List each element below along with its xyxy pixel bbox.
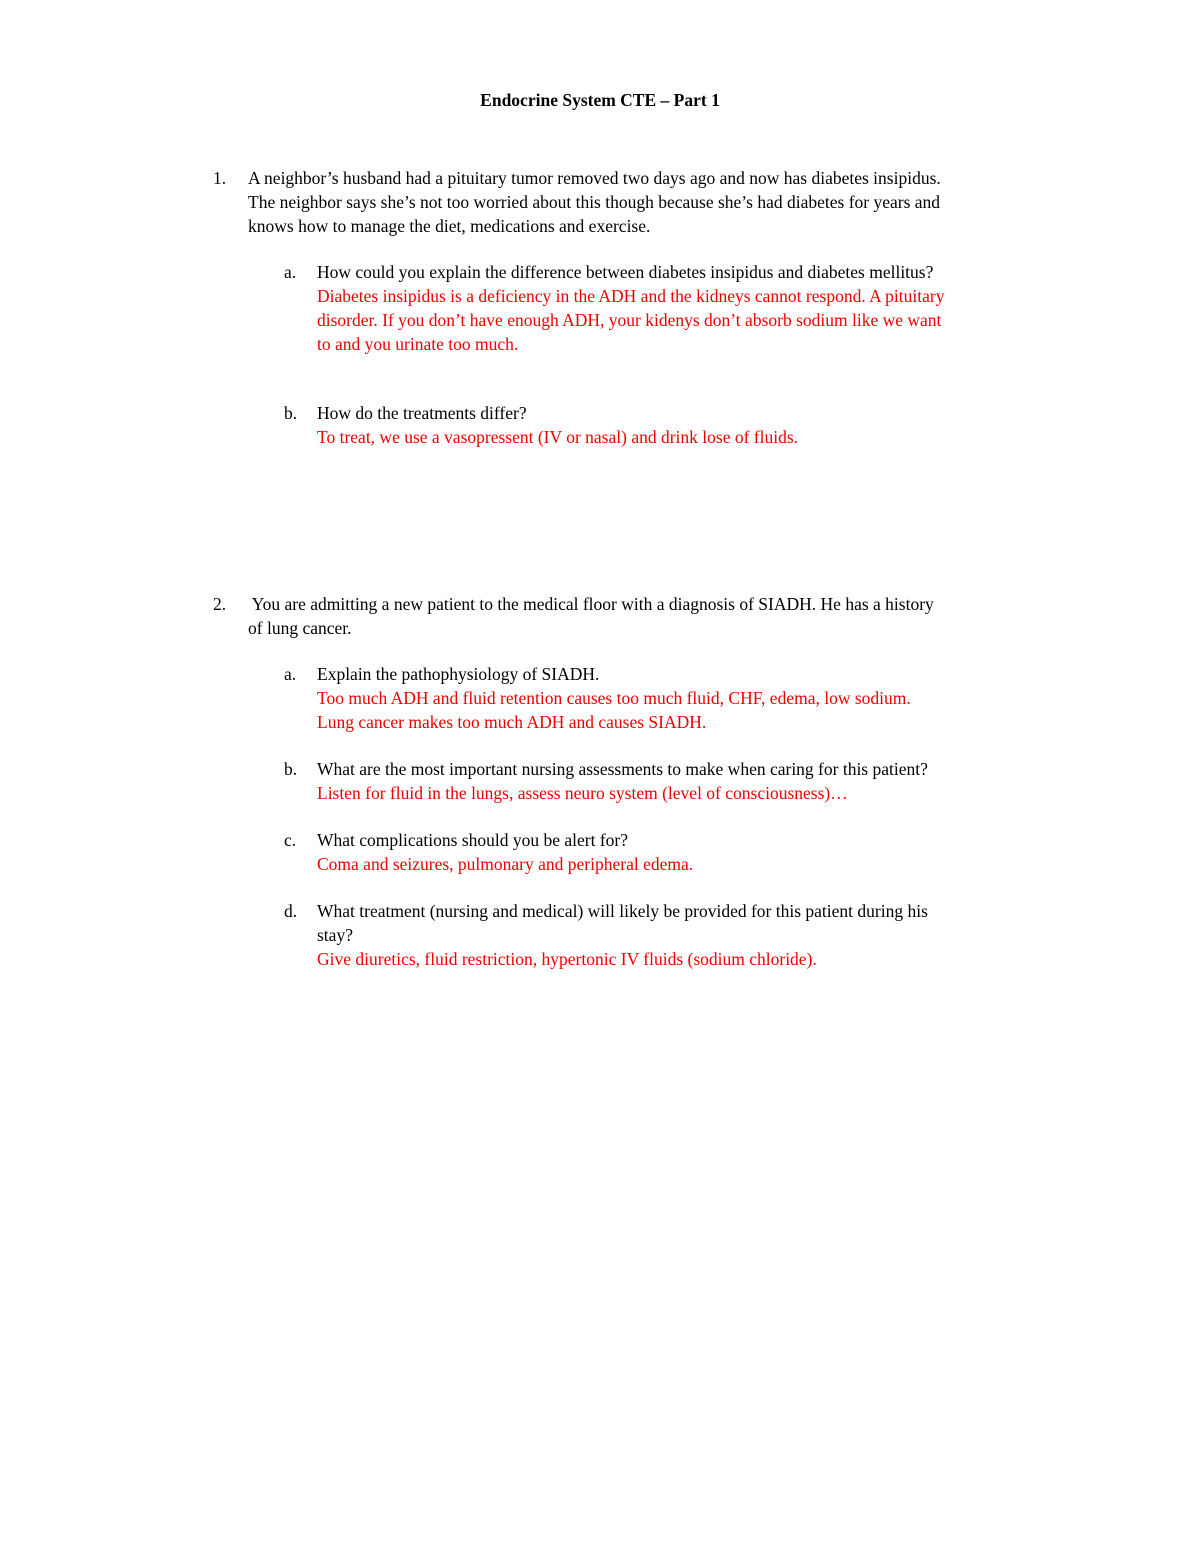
q1-part-b-letter: b.: [284, 403, 298, 423]
q2-part-d: [317, 899, 1037, 971]
q1-part-a-question: How could you explain the difference between diabetes insipidus and diabetes mellitus?: [317, 262, 934, 282]
question-1-line: knows how to manage the diet, medications and exercise.: [248, 216, 651, 236]
question-2-line: You are admitting a new patient to the medical floor with a diagnosis of SIADH. He has a history: [248, 594, 934, 614]
q1-part-a-answer-line: to and you urinate too much.: [317, 334, 519, 354]
q2-part-d-answer-line: Give diuretics, fluid restriction, hypertonic IV fluids (sodium chloride).: [317, 949, 817, 969]
q2-part-b-letter: b.: [284, 759, 298, 779]
q1-part-a-answer-line: disorder. If you don’t have enough ADH, your kidenys don’t absorb sodium like we want: [317, 310, 942, 330]
q2-part-d-question-line: What treatment (nursing and medical) will likely be provided for this patient during his: [317, 901, 928, 921]
question-1-line: The neighbor says she’s not too worried about this though because she’s had diabetes for years and: [248, 192, 941, 212]
q2-part-c-letter: c.: [284, 830, 297, 850]
q2-part-c: [317, 828, 1037, 876]
q2-part-b-answer-line: Listen for fluid in the lungs, assess neuro system (level of consciousness)…: [317, 783, 848, 803]
q2-part-d-letter: d.: [284, 901, 298, 921]
q2-part-a-answer-line: Lung cancer makes too much ADH and causes SIADH.: [317, 712, 707, 732]
q2-part-a-question: Explain the pathophysiology of SIADH.: [317, 664, 600, 684]
q1-part-b-answer-line: To treat, we use a vasopressent (IV or nasal) and drink lose of fluids.: [317, 427, 799, 447]
q2-part-c-question: What complications should you be alert for?: [317, 830, 629, 850]
q2-part-c-answer-line: Coma and seizures, pulmonary and peripheral edema.: [317, 854, 694, 874]
q2-part-b-question: What are the most important nursing assessments to make when caring for this patient?: [317, 759, 928, 779]
q1-part-a: [317, 260, 1037, 356]
question-1-text: [248, 166, 941, 238]
question-1-number: 1.: [213, 168, 227, 188]
q2-part-a-letter: a.: [284, 664, 297, 684]
question-2-line: of lung cancer.: [248, 618, 352, 638]
question-2-text: [248, 592, 934, 640]
question-1-line: A neighbor’s husband had a pituitary tumor removed two days ago and now has diabetes insipidus.: [248, 168, 941, 188]
q2-part-b: [317, 757, 1037, 805]
q2-part-d-question-line: stay?: [317, 925, 353, 945]
q1-part-a-answer-line: Diabetes insipidus is a deficiency in the ADH and the kidneys cannot respond. A pituitary: [317, 286, 945, 306]
question-2-number: 2.: [213, 594, 227, 614]
q1-part-b-question: How do the treatments differ?: [317, 403, 527, 423]
page-title: Endocrine System CTE – Part 1: [480, 90, 720, 110]
q2-part-a-answer-line: Too much ADH and fluid retention causes too much fluid, CHF, edema, low sodium.: [317, 688, 911, 708]
q1-part-b: [317, 401, 1037, 449]
q1-part-a-letter: a.: [284, 262, 297, 282]
q2-part-a: [317, 662, 1037, 734]
